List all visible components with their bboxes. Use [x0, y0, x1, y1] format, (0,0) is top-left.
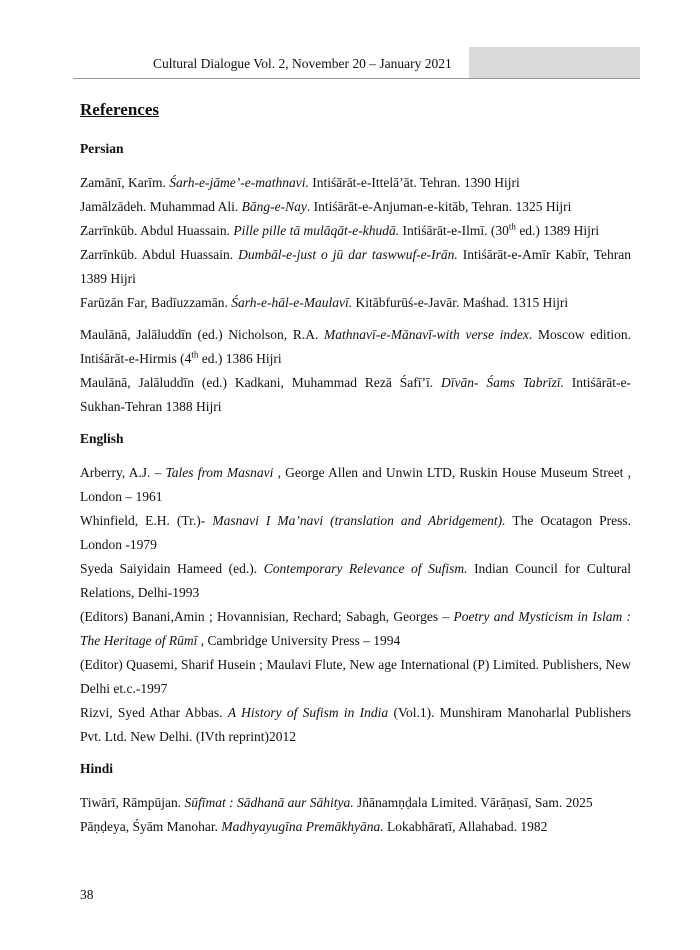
reference-entry: Zamānī, Karīm. Śarh-e-jāme’-e-mathnavi. Intiśārāt-e-Ittelā’āt. Tehran. 1390 Hijri: [80, 175, 520, 190]
section-heading-english: English: [80, 431, 124, 446]
section-heading-hindi: Hindi: [80, 761, 114, 776]
references-content: [80, 98, 631, 839]
reference-entry: Syeda Saiyidain Hameed (ed.). Contemporary Relevance of Sufism. Indian Council for Cultural Relations, Delhi-1993: [80, 561, 631, 600]
page-number: 38: [80, 887, 94, 902]
reference-entry: Zarrīnkūb. Abdul Huassain. Pille pille tā mulāqāt-e-khudā. Intiśārāt-e-Ilmī. (30th ed.) 1389 Hijri: [80, 221, 600, 238]
reference-entry: Jamālzādeh. Muhammad Ali. Bāng-e-Nay. Intiśārāt-e-Anjuman-e-kitāb, Tehran. 1325 Hijri: [80, 199, 572, 214]
running-header: Cultural Dialogue Vol. 2, November 20 – January 2021: [153, 56, 452, 71]
header-rule: [73, 78, 640, 79]
reference-entry: Tiwārī, Rāmpūjan. Sūfīmat : Sādhanā aur Sāhitya. Jñānamṇḍala Limited. Vārāṇasī, Sam. 2025: [80, 795, 593, 810]
header-shade-block: [469, 47, 640, 78]
page-title: References: [80, 100, 159, 119]
reference-entry: Farūzān Far, Badīuzzamān. Śarh-e-hāl-e-Maulavī. Kitābfurūś-e-Javār. Maśhad. 1315 Hijri: [80, 295, 569, 310]
reference-entry: Maulānā, Jalāluddīn (ed.) Nicholson, R.A. Mathnavī-e-Mānavī-with verse index. Moscow edition. Intiśārāt-e-Hirmis (4th ed.) 1386 Hijri: [80, 327, 632, 366]
reference-entry: Rizvi, Syed Athar Abbas. A History of Sufism in India (Vol.1). Munshiram Manoharlal Publishers Pvt. Ltd. New Delhi. (IVth reprint)2012: [80, 705, 631, 744]
reference-entry: Pāṇḍeya, Śyām Manohar. Madhyayugīna Premākhyāna. Lokabhāratī, Allahabad. 1982: [80, 819, 548, 834]
reference-entry: (Editor) Quasemi, Sharif Husein ; Maulavi Flute, New age International (P) Limited. Publishers, New Delhi et.c.-1997: [80, 657, 631, 696]
reference-entry: Zarrīnkūb. Abdul Huassain. Dumbāl-e-just o jū dar taswwuf-e-Irān. Intiśārāt-e-Amīr Kabīr, Tehran 1389 Hijri: [80, 247, 632, 286]
reference-entry: (Editors) Banani,Amin ; Hovannisian, Rechard; Sabagh, Georges – Poetry and Mysticism in Islam : The Heritage of Rūmī , Cambridge University Press – 1994: [80, 609, 631, 648]
reference-entry: Whinfield, E.H. (Tr.)- Masnavi I Ma’navi (translation and Abridgement). The Ocatagon Press. London -1979: [80, 513, 631, 552]
reference-entry: Maulānā, Jalāluddīn (ed.) Kadkani, Muhammad Rezā Śafī’ī. Dīvān- Śams Tabrīzī. Intiśārāt-e-Sukhan-Tehran 1388 Hijri: [80, 375, 631, 414]
section-heading-persian: Persian: [80, 141, 124, 156]
reference-entry: Arberry, A.J. – Tales from Masnavi , George Allen and Unwin LTD, Ruskin House Museum Street , London – 1961: [80, 465, 631, 504]
